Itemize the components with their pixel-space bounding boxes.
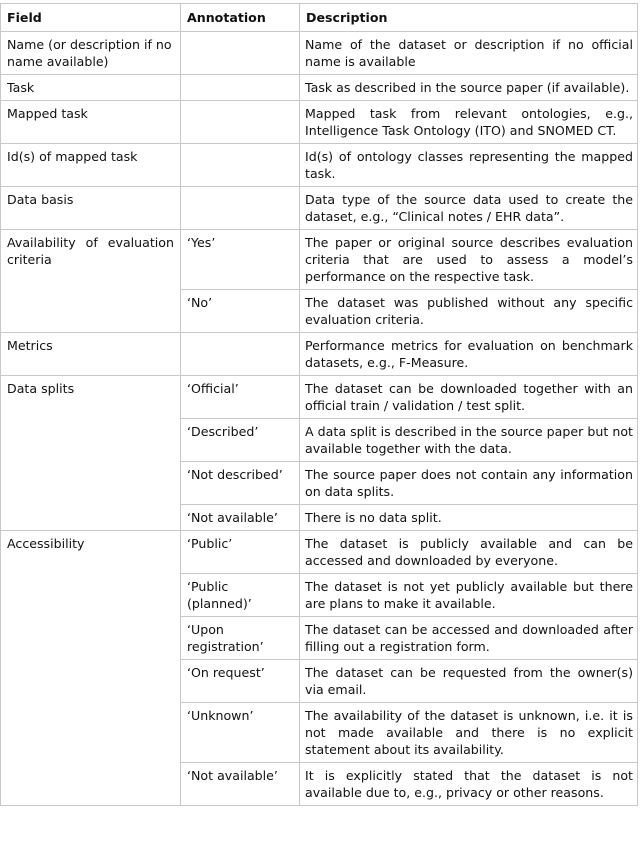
description-cell: Name of the dataset or description if no official name is available [300, 32, 638, 75]
header-description: Description [300, 4, 638, 32]
field-cell: Metrics [1, 333, 181, 376]
annotation-cell: ‘Official’ [181, 376, 300, 419]
description-cell: The dataset is not yet publicly available but there are plans to make it available. [300, 574, 638, 617]
annotation-cell [181, 333, 300, 376]
description-cell: Id(s) of ontology classes representing the mapped task. [300, 144, 638, 187]
description-cell: There is no data split. [300, 505, 638, 531]
field-cell: Availability of evaluation criteria [1, 230, 181, 333]
field-cell: Data basis [1, 187, 181, 230]
table-row [1, 230, 638, 290]
annotation-cell [181, 144, 300, 187]
annotation-cell: ‘Not available’ [181, 505, 300, 531]
description-cell: Mapped task from relevant ontologies, e.g., Intelligence Task Ontology (ITO) and SNOMED CT. [300, 101, 638, 144]
header-field: Field [1, 4, 181, 32]
table-row [1, 187, 638, 230]
annotation-cell [181, 187, 300, 230]
table-row [1, 75, 638, 101]
annotation-cell: ‘Upon registration’ [181, 617, 300, 660]
description-cell: Data type of the source data used to create the dataset, e.g., “Clinical notes / EHR data”. [300, 187, 638, 230]
annotation-cell: ‘Not available’ [181, 763, 300, 806]
field-cell: Name (or description if no name available) [1, 32, 181, 75]
header-row [1, 4, 638, 32]
annotation-cell: ‘Yes’ [181, 230, 300, 290]
annotation-cell: ‘Not described’ [181, 462, 300, 505]
description-cell: Performance metrics for evaluation on benchmark datasets, e.g., F-Measure. [300, 333, 638, 376]
table-row [1, 144, 638, 187]
annotation-schema-table [0, 3, 638, 806]
description-cell: The dataset can be downloaded together with an official train / validation / test split. [300, 376, 638, 419]
description-cell: The dataset is publicly available and can be accessed and downloaded by everyone. [300, 531, 638, 574]
description-cell: The source paper does not contain any information on data splits. [300, 462, 638, 505]
annotation-cell: ‘Described’ [181, 419, 300, 462]
field-cell: Data splits [1, 376, 181, 531]
table-row [1, 531, 638, 574]
description-cell: The paper or original source describes evaluation criteria that are used to assess a model’s performance on the respective task. [300, 230, 638, 290]
annotation-cell: ‘Public (planned)’ [181, 574, 300, 617]
field-cell: Accessibility [1, 531, 181, 806]
table-row [1, 32, 638, 75]
annotation-cell: ‘On request’ [181, 660, 300, 703]
field-cell: Mapped task [1, 101, 181, 144]
description-cell: The dataset can be accessed and downloaded after filling out a registration form. [300, 617, 638, 660]
annotation-cell [181, 32, 300, 75]
description-cell: The availability of the dataset is unknown, i.e. it is not made available and there is no explicit statement about its availability. [300, 703, 638, 763]
description-cell: The dataset can be requested from the owner(s) via email. [300, 660, 638, 703]
description-cell: It is explicitly stated that the dataset is not available due to, e.g., privacy or other reasons. [300, 763, 638, 806]
description-cell: Task as described in the source paper (if available). [300, 75, 638, 101]
header-annotation: Annotation [181, 4, 300, 32]
annotation-cell: ‘No’ [181, 290, 300, 333]
annotation-cell [181, 101, 300, 144]
description-cell: The dataset was published without any specific evaluation criteria. [300, 290, 638, 333]
annotation-cell: ‘Public’ [181, 531, 300, 574]
field-cell: Task [1, 75, 181, 101]
description-cell: A data split is described in the source paper but not available together with the data. [300, 419, 638, 462]
field-cell: Id(s) of mapped task [1, 144, 181, 187]
annotation-cell [181, 75, 300, 101]
table-row [1, 101, 638, 144]
table-row [1, 376, 638, 419]
table-row [1, 333, 638, 376]
annotation-cell: ‘Unknown’ [181, 703, 300, 763]
